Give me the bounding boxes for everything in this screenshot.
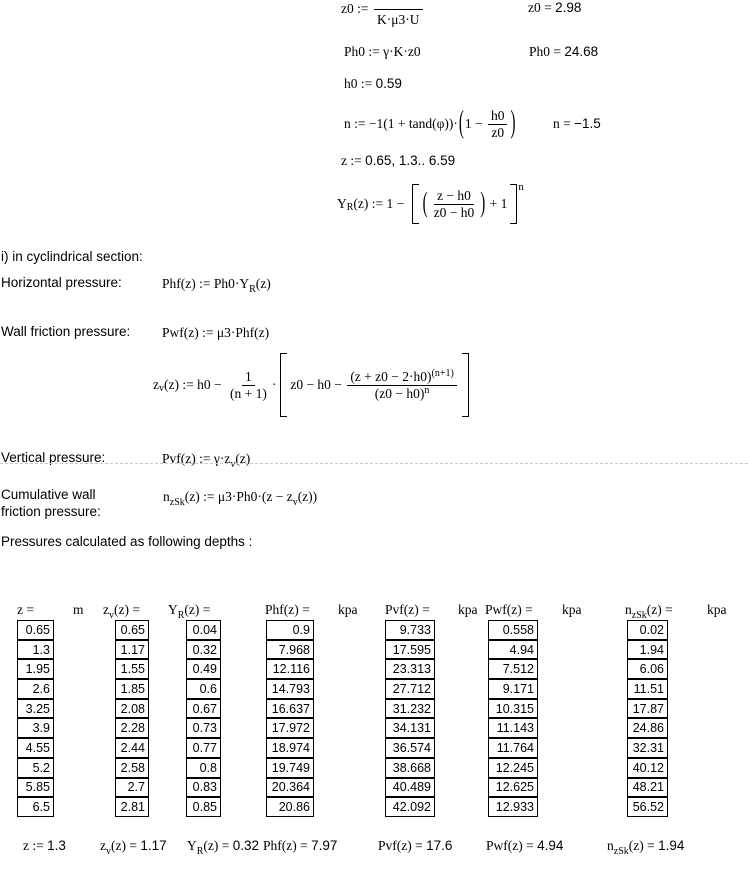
exponent-n: n: [518, 181, 524, 193]
table-column-phf[interactable]: [266, 620, 314, 817]
formula-nzsk-def[interactable]: [163, 489, 318, 508]
table-cell[interactable]: 17.87: [627, 699, 668, 719]
col-header-yr: $Y_R(z)$ =: [168, 602, 211, 621]
left-bracket: [280, 353, 287, 417]
formula-pvf-pre: Pvf(z) := γ·z: [162, 451, 231, 466]
formula-phf-post: (z): [255, 276, 271, 291]
formula-yr-tail: + 1: [486, 196, 508, 211]
formula-n-pre: n := −1(1 + tand(φ))·: [344, 116, 458, 131]
right-bracket: [510, 184, 517, 224]
formula-h0-lhs: h0 :=: [344, 76, 376, 91]
unit-kpa-pvf: kpa: [458, 602, 478, 617]
table-column-yr[interactable]: [186, 620, 221, 817]
fraction-denominator: z0: [491, 124, 505, 140]
table-column-pvf[interactable]: [385, 620, 435, 817]
table-column-nzsk[interactable]: [627, 620, 668, 817]
table-cell[interactable]: 0.85: [186, 797, 221, 817]
result-z0-value: 2.98: [555, 0, 582, 15]
table-cell[interactable]: 23.313: [385, 659, 435, 679]
table-cell[interactable]: 1.3: [17, 640, 54, 660]
formula-nzsk-lhs: n: [163, 489, 170, 504]
table-cell[interactable]: 56.52: [627, 797, 668, 817]
table-cell[interactable]: 9.733: [385, 620, 435, 640]
eval-z[interactable]: z := 1.3: [23, 838, 66, 853]
formula-yr-def[interactable]: [337, 181, 524, 224]
table-cell[interactable]: 0.9: [266, 620, 314, 640]
right-bracket: [462, 353, 469, 417]
label-friction-pressure: friction pressure:: [1, 504, 101, 519]
eval-nzsk[interactable]: $n_{zSk}(z) = 1.94$: [607, 838, 685, 857]
formula-h0-def[interactable]: [344, 76, 402, 92]
table-cell[interactable]: 2.7: [115, 778, 149, 798]
left-bracket: [412, 184, 419, 224]
multiply-dot: ·: [271, 377, 277, 392]
formula-zv-lhs: z: [153, 377, 159, 392]
eval-phf[interactable]: Phf(z) = 7.97: [263, 838, 338, 853]
table-cell[interactable]: 2.08: [115, 699, 149, 719]
table-cell[interactable]: 48.21: [627, 778, 668, 798]
col-header-nzsk: $n_{zSk}(z)$ =: [625, 602, 673, 621]
unit-kpa-pwf: kpa: [562, 602, 582, 617]
formula-nzsk-mid: (z) := μ3·Ph0·(z − z: [184, 489, 293, 504]
subscript-v: v: [159, 383, 164, 394]
subscript-v: v: [106, 845, 111, 857]
subscript-R: R: [346, 202, 354, 213]
table-cell[interactable]: 11.51: [627, 679, 668, 699]
label-wall-friction-pressure: Wall friction pressure:: [1, 324, 131, 339]
table-cell[interactable]: 0.8: [186, 758, 221, 778]
table-cell[interactable]: 3.9: [17, 718, 54, 738]
result-z0-label: z0 =: [528, 0, 556, 15]
table-cell[interactable]: 2.81: [115, 797, 149, 817]
table-cell[interactable]: 1.85: [115, 679, 149, 699]
table-cell[interactable]: 3.25: [17, 699, 54, 719]
fraction-denominator: (n + 1): [229, 385, 267, 401]
result-ph0-value: 24.68: [564, 44, 599, 59]
formula-z0-denominator[interactable]: K·μ3·U: [377, 12, 420, 27]
fraction-bar: [374, 9, 423, 10]
formula-pwf-def[interactable]: Pwf(z) := μ3·Phf(z): [162, 325, 270, 340]
table-cell[interactable]: 0.83: [186, 778, 221, 798]
fraction-numerator: 1: [242, 369, 255, 386]
formula-yr-lhs: Y: [337, 196, 347, 211]
formula-z0-lhs: z0 :=: [341, 1, 369, 16]
table-cell[interactable]: 0.49: [186, 659, 221, 679]
table-cell[interactable]: 12.116: [266, 659, 314, 679]
table-cell[interactable]: 38.668: [385, 758, 435, 778]
formula-n-def[interactable]: [344, 105, 516, 143]
table-cell[interactable]: 2.6: [17, 679, 54, 699]
result-ph0[interactable]: [529, 44, 598, 60]
formula-zv-def[interactable]: [153, 353, 469, 417]
label-pressures-heading: Pressures calculated as following depths :: [1, 534, 253, 549]
table-cell[interactable]: 5.2: [17, 758, 54, 778]
unit-m: m: [73, 602, 84, 617]
label-cumulative-wall: Cumulative wall: [1, 487, 96, 502]
table-cell[interactable]: 14.793: [266, 679, 314, 699]
subscript-R: R: [196, 845, 204, 857]
table-cell[interactable]: 2.44: [115, 738, 149, 758]
table-column-pwf[interactable]: [488, 620, 538, 817]
table-cell[interactable]: 20.364: [266, 778, 314, 798]
subscript-R: R: [177, 609, 185, 621]
table-cell[interactable]: 12.933: [488, 797, 538, 817]
table-cell[interactable]: 7.968: [266, 640, 314, 660]
label-vertical-pressure: Vertical pressure:: [1, 450, 106, 465]
formula-zv-mid: (z) := h0 −: [164, 377, 225, 392]
table-cell[interactable]: 24.86: [627, 718, 668, 738]
fraction-power: [347, 369, 457, 402]
formula-pvf-post: (z): [235, 451, 251, 466]
table-cell[interactable]: 17.972: [266, 718, 314, 738]
table-cell[interactable]: 1.94: [627, 640, 668, 660]
table-cell[interactable]: 19.749: [266, 758, 314, 778]
subscript-v: v: [292, 496, 298, 508]
formula-ph0-def[interactable]: Ph0 := γ·K·z0: [344, 44, 421, 59]
table-cell[interactable]: 6.06: [627, 659, 668, 679]
formula-pvf-def[interactable]: [162, 451, 251, 470]
fraction-denominator: $(z0 - h0)^n$: [374, 384, 430, 401]
subscript-v: v: [109, 609, 114, 621]
table-cell[interactable]: 0.558: [488, 620, 538, 640]
table-cell[interactable]: 34.131: [385, 718, 435, 738]
left-paren: (: [422, 188, 428, 219]
table-cell[interactable]: 27.712: [385, 679, 435, 699]
fraction-h0-z0: [488, 108, 508, 141]
table-cell[interactable]: 0.32: [186, 640, 221, 660]
table-cell[interactable]: 12.245: [488, 758, 538, 778]
col-header-pvf: Pvf(z) =: [385, 602, 430, 617]
eval-yr[interactable]: $Y_R(z) = 0.32$: [187, 838, 260, 857]
subscript-R: R: [249, 283, 256, 295]
right-paren: ): [510, 106, 516, 141]
formula-phf-def[interactable]: [162, 276, 271, 295]
formula-zv-bracket-pre: z0 − h0 −: [290, 377, 346, 392]
fraction-z-h0: [431, 188, 478, 221]
table-cell[interactable]: 36.574: [385, 738, 435, 758]
table-cell[interactable]: 40.12: [627, 758, 668, 778]
result-n-label: n =: [553, 116, 575, 131]
exponent-n: n: [424, 384, 430, 396]
table-column-zv[interactable]: [115, 620, 149, 817]
table-cell[interactable]: 11.143: [488, 718, 538, 738]
fraction-numerator: $(z + z0 - 2\cdot h0)^{(n+1)}$: [347, 369, 457, 386]
table-cell[interactable]: 0.04: [186, 620, 221, 640]
formula-z-range-lhs: z :=: [341, 153, 366, 168]
table-cell[interactable]: 18.974: [266, 738, 314, 758]
table-cell[interactable]: 42.092: [385, 797, 435, 817]
table-cell[interactable]: 0.6: [186, 679, 221, 699]
subscript-v: v: [230, 458, 236, 470]
formula-z0-def[interactable]: [341, 1, 368, 17]
eval-zv[interactable]: $z_v(z) = 1.17$: [100, 838, 167, 857]
formula-z-range[interactable]: [341, 153, 455, 169]
formula-h0-value: 0.59: [375, 76, 402, 91]
formula-yr-mid: (z) := 1 −: [353, 196, 408, 211]
table-cell[interactable]: 40.489: [385, 778, 435, 798]
table-column-z[interactable]: [17, 620, 54, 817]
fraction-denominator: z0 − h0: [433, 204, 475, 220]
left-paren: (: [458, 106, 464, 141]
section-heading: i) in cyclindrical section:: [1, 249, 143, 264]
unit-kpa-phf: kpa: [338, 602, 358, 617]
table-cell[interactable]: 17.595: [385, 640, 435, 660]
col-header-z: z =: [17, 602, 34, 617]
table-cell[interactable]: 1.55: [115, 659, 149, 679]
eval-pwf[interactable]: Pwf(z) = 4.94: [486, 838, 564, 853]
table-cell[interactable]: 12.625: [488, 778, 538, 798]
table-cell[interactable]: 0.73: [186, 718, 221, 738]
formula-z-range-values: 0.65, 1.3.. 6.59: [365, 153, 456, 168]
table-cell[interactable]: 32.31: [627, 738, 668, 758]
result-ph0-label: Ph0 =: [529, 44, 565, 59]
formula-n-inner: 1 −: [464, 116, 486, 131]
formula-phf-pre: Phf(z) := Ph0·Y: [162, 276, 250, 291]
col-header-phf: Phf(z) =: [265, 602, 310, 617]
right-paren: ): [480, 188, 486, 219]
table-cell[interactable]: 4.94: [488, 640, 538, 660]
table-cell[interactable]: 0.02: [627, 620, 668, 640]
table-cell[interactable]: 5.85: [17, 778, 54, 798]
col-header-zv: $z_v(z)$ =: [103, 602, 140, 621]
fraction-1-n1: [227, 369, 270, 402]
table-cell[interactable]: 7.512: [488, 659, 538, 679]
table-cell[interactable]: 16.637: [266, 699, 314, 719]
table-cell[interactable]: 0.65: [17, 620, 54, 640]
unit-kpa-nzsk: kpa: [707, 602, 727, 617]
result-n[interactable]: [553, 116, 601, 132]
col-header-pwf: Pwf(z) =: [485, 602, 533, 617]
table-cell[interactable]: 0.65: [115, 620, 149, 640]
table-cell[interactable]: 4.55: [17, 738, 54, 758]
table-cell[interactable]: 20.86: [266, 797, 314, 817]
page-break-divider: [0, 463, 748, 464]
fraction-numerator: h0: [488, 108, 508, 125]
table-cell[interactable]: 2.58: [115, 758, 149, 778]
table-cell[interactable]: 10.315: [488, 699, 538, 719]
result-n-value: −1.5: [574, 116, 601, 131]
formula-nzsk-post: (z)): [297, 489, 318, 504]
table-cell[interactable]: 0.67: [186, 699, 221, 719]
table-cell[interactable]: 1.95: [17, 659, 54, 679]
label-horizontal-pressure: Horizontal pressure:: [1, 275, 122, 290]
table-cell[interactable]: 0.77: [186, 738, 221, 758]
fraction-numerator: z − h0: [434, 188, 474, 205]
table-cell[interactable]: 6.5: [17, 797, 54, 817]
table-cell[interactable]: 1.17: [115, 640, 149, 660]
table-cell[interactable]: 31.232: [385, 699, 435, 719]
table-cell[interactable]: 2.28: [115, 718, 149, 738]
subscript-zSk: zSk: [613, 845, 629, 857]
eval-pvf[interactable]: Pvf(z) = 17.6: [378, 838, 453, 853]
subscript-zSk: zSk: [631, 609, 647, 621]
table-cell[interactable]: 11.764: [488, 738, 538, 758]
exponent-n-plus-1: (n+1): [431, 367, 454, 379]
result-z0[interactable]: [528, 0, 581, 16]
table-cell[interactable]: 9.171: [488, 679, 538, 699]
subscript-zSk: zSk: [169, 496, 185, 508]
